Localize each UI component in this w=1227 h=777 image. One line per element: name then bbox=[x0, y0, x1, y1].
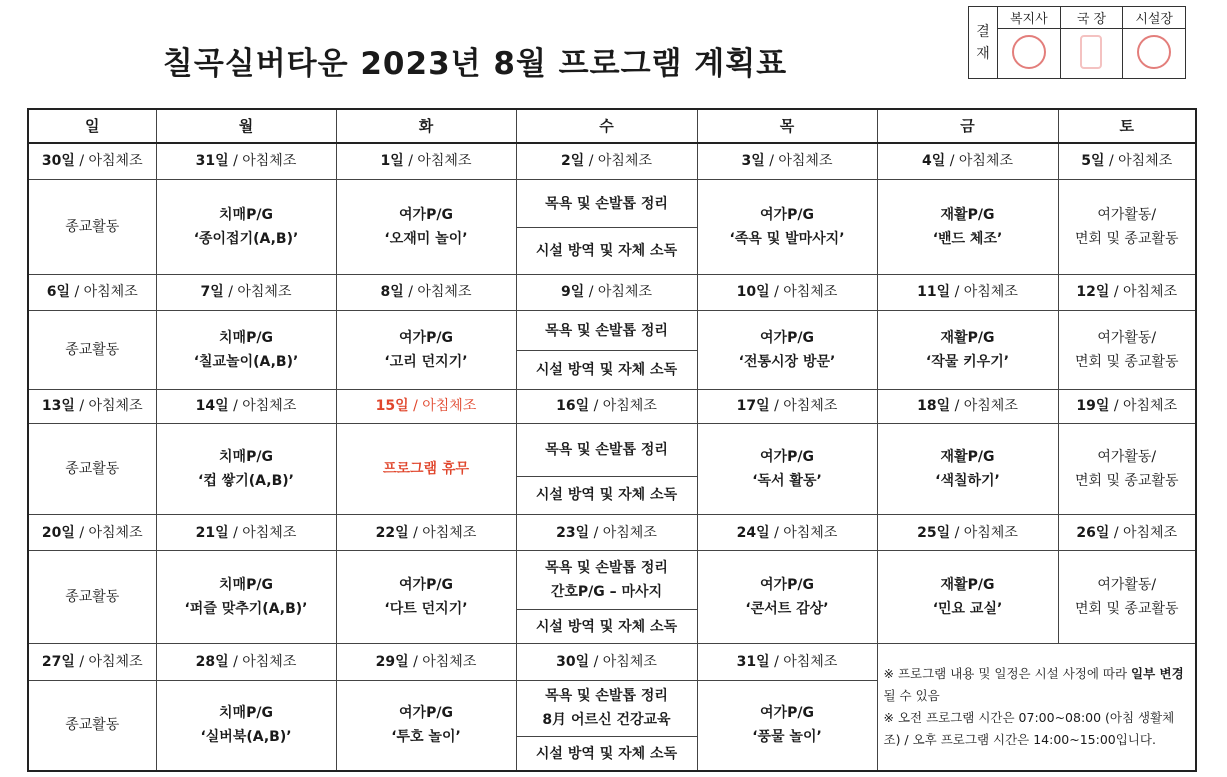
program-fri: 재활P/G ‘색칠하기’ bbox=[877, 424, 1058, 515]
date-cell: 1일 / 아침체조 bbox=[336, 143, 516, 179]
approval-label: 결 재 bbox=[969, 7, 998, 79]
week-3-date-row bbox=[28, 389, 1196, 423]
program-wed-disinfection: 시설 방역 및 자체 소독 bbox=[516, 609, 697, 643]
program-sun: 종교활동 bbox=[28, 551, 156, 644]
program-sun: 종교활동 bbox=[28, 311, 156, 390]
program-fri: 재활P/G ‘밴드 체조’ bbox=[877, 179, 1058, 274]
program-thu: 여가P/G ‘콘서트 감상’ bbox=[697, 551, 877, 644]
program-wed-bath-nursing: 목욕 및 손발톱 정리 간호P/G – 마사지 bbox=[516, 551, 697, 610]
approval-seal-director bbox=[1060, 29, 1123, 79]
weekday-header-thu: 목 bbox=[697, 109, 877, 143]
program-wed-bath: 목욕 및 손발톱 정리 bbox=[516, 179, 697, 227]
schedule-notice: ※ 프로그램 내용 및 일정은 시설 사정에 따라 일부 변경될 수 있음 ※ 오전 프로그램 시간은 07:00~08:00 (아침 생활체조) / 오후 프로그램 시간은 14:00~15:00입니다. bbox=[877, 644, 1196, 771]
date-cell: 29일 / 아침체조 bbox=[336, 644, 516, 680]
approval-role-facility-head: 시설장 bbox=[1123, 7, 1186, 29]
date-cell: 23일 / 아침체조 bbox=[516, 514, 697, 550]
date-cell: 31일 / 아침체조 bbox=[697, 644, 877, 680]
program-tue: 여가P/G ‘오재미 놀이’ bbox=[336, 179, 516, 274]
date-cell: 31일 / 아침체조 bbox=[156, 143, 336, 179]
weekday-header-mon: 월 bbox=[156, 109, 336, 143]
program-sat: 여가활동/ 면회 및 종교활동 bbox=[1058, 179, 1196, 274]
program-wed-bath: 목욕 및 손발톱 정리 bbox=[516, 424, 697, 477]
date-cell: 30일 / 아침체조 bbox=[28, 143, 156, 179]
date-cell: 13일 / 아침체조 bbox=[28, 389, 156, 423]
date-cell: 27일 / 아침체조 bbox=[28, 644, 156, 680]
date-cell: 7일 / 아침체조 bbox=[156, 274, 336, 310]
date-cell: 19일 / 아침체조 bbox=[1058, 389, 1196, 423]
weekday-header-tue: 화 bbox=[336, 109, 516, 143]
week-4-date-row bbox=[28, 514, 1196, 550]
week-1-date-row bbox=[28, 143, 1196, 179]
date-cell: 16일 / 아침체조 bbox=[516, 389, 697, 423]
program-sun: 종교활동 bbox=[28, 680, 156, 771]
date-cell: 10일 / 아침체조 bbox=[697, 274, 877, 310]
program-fri: 재활P/G ‘민요 교실’ bbox=[877, 551, 1058, 644]
date-cell: 9일 / 아침체조 bbox=[516, 274, 697, 310]
seal-stamp-icon bbox=[1080, 35, 1102, 69]
date-cell: 14일 / 아침체조 bbox=[156, 389, 336, 423]
approval-role-director: 국 장 bbox=[1060, 7, 1123, 29]
program-mon: 치매P/G ‘퍼즐 맞추기(A,B)’ bbox=[156, 551, 336, 644]
program-tue: 여가P/G ‘고리 던지기’ bbox=[336, 311, 516, 390]
date-cell: 3일 / 아침체조 bbox=[697, 143, 877, 179]
program-tue-holiday: 프로그램 휴무 bbox=[336, 424, 516, 515]
approval-seal-facility-head bbox=[1123, 29, 1186, 79]
program-tue: 여가P/G ‘투호 놀이’ bbox=[336, 680, 516, 771]
date-cell: 12일 / 아침체조 bbox=[1058, 274, 1196, 310]
program-wed-disinfection: 시설 방역 및 자체 소독 bbox=[516, 737, 697, 771]
program-mon: 치매P/G ‘칠교놀이(A,B)’ bbox=[156, 311, 336, 390]
date-cell: 6일 / 아침체조 bbox=[28, 274, 156, 310]
program-mon: 치매P/G ‘컵 쌓기(A,B)’ bbox=[156, 424, 336, 515]
seal-stamp-icon bbox=[1137, 35, 1171, 69]
date-cell: 20일 / 아침체조 bbox=[28, 514, 156, 550]
date-cell: 5일 / 아침체조 bbox=[1058, 143, 1196, 179]
program-sat: 여가활동/ 면회 및 종교활동 bbox=[1058, 551, 1196, 644]
date-cell: 4일 / 아침체조 bbox=[877, 143, 1058, 179]
date-cell: 2일 / 아침체조 bbox=[516, 143, 697, 179]
approval-box bbox=[968, 6, 1186, 79]
program-wed-disinfection: 시설 방역 및 자체 소독 bbox=[516, 351, 697, 389]
program-schedule-table bbox=[27, 108, 1197, 772]
program-fri: 재활P/G ‘작물 키우기’ bbox=[877, 311, 1058, 390]
page-title: 칠곡실버타운 2023년 8월 프로그램 계획표 bbox=[162, 46, 788, 82]
date-cell: 8일 / 아침체조 bbox=[336, 274, 516, 310]
program-wed-bath-education: 목욕 및 손발톱 정리 8月 어르신 건강교육 bbox=[516, 680, 697, 737]
date-cell: 28일 / 아침체조 bbox=[156, 644, 336, 680]
date-cell: 30일 / 아침체조 bbox=[516, 644, 697, 680]
approval-role-social-worker: 복지사 bbox=[998, 7, 1061, 29]
weekday-header-wed: 수 bbox=[516, 109, 697, 143]
program-wed-disinfection: 시설 방역 및 자체 소독 bbox=[516, 476, 697, 514]
date-cell: 22일 / 아침체조 bbox=[336, 514, 516, 550]
date-cell: 21일 / 아침체조 bbox=[156, 514, 336, 550]
program-thu: 여가P/G ‘전통시장 방문’ bbox=[697, 311, 877, 390]
weekday-header-sun: 일 bbox=[28, 109, 156, 143]
week-2-date-row bbox=[28, 274, 1196, 310]
program-sun: 종교활동 bbox=[28, 179, 156, 274]
program-thu: 여가P/G ‘족욕 및 발마사지’ bbox=[697, 179, 877, 274]
weekday-header-fri: 금 bbox=[877, 109, 1058, 143]
seal-stamp-icon bbox=[1012, 35, 1046, 69]
program-sun: 종교활동 bbox=[28, 424, 156, 515]
program-tue: 여가P/G ‘다트 던지기’ bbox=[336, 551, 516, 644]
program-mon: 치매P/G ‘종이접기(A,B)’ bbox=[156, 179, 336, 274]
date-cell: 25일 / 아침체조 bbox=[877, 514, 1058, 550]
date-cell-holiday: 15일 / 아침체조 bbox=[336, 389, 516, 423]
week-5-date-row bbox=[28, 644, 1196, 680]
date-cell: 17일 / 아침체조 bbox=[697, 389, 877, 423]
date-cell: 18일 / 아침체조 bbox=[877, 389, 1058, 423]
program-thu: 여가P/G ‘풍물 놀이’ bbox=[697, 680, 877, 771]
program-thu: 여가P/G ‘독서 활동’ bbox=[697, 424, 877, 515]
date-cell: 24일 / 아침체조 bbox=[697, 514, 877, 550]
weekday-header-sat: 토 bbox=[1058, 109, 1196, 143]
program-wed-bath: 목욕 및 손발톱 정리 bbox=[516, 311, 697, 351]
date-cell: 11일 / 아침체조 bbox=[877, 274, 1058, 310]
program-wed-disinfection: 시설 방역 및 자체 소독 bbox=[516, 228, 697, 274]
date-cell: 26일 / 아침체조 bbox=[1058, 514, 1196, 550]
approval-seal-social-worker bbox=[998, 29, 1061, 79]
program-sat: 여가활동/ 면회 및 종교활동 bbox=[1058, 311, 1196, 390]
program-mon: 치매P/G ‘실버북(A,B)’ bbox=[156, 680, 336, 771]
program-sat: 여가활동/ 면회 및 종교활동 bbox=[1058, 424, 1196, 515]
